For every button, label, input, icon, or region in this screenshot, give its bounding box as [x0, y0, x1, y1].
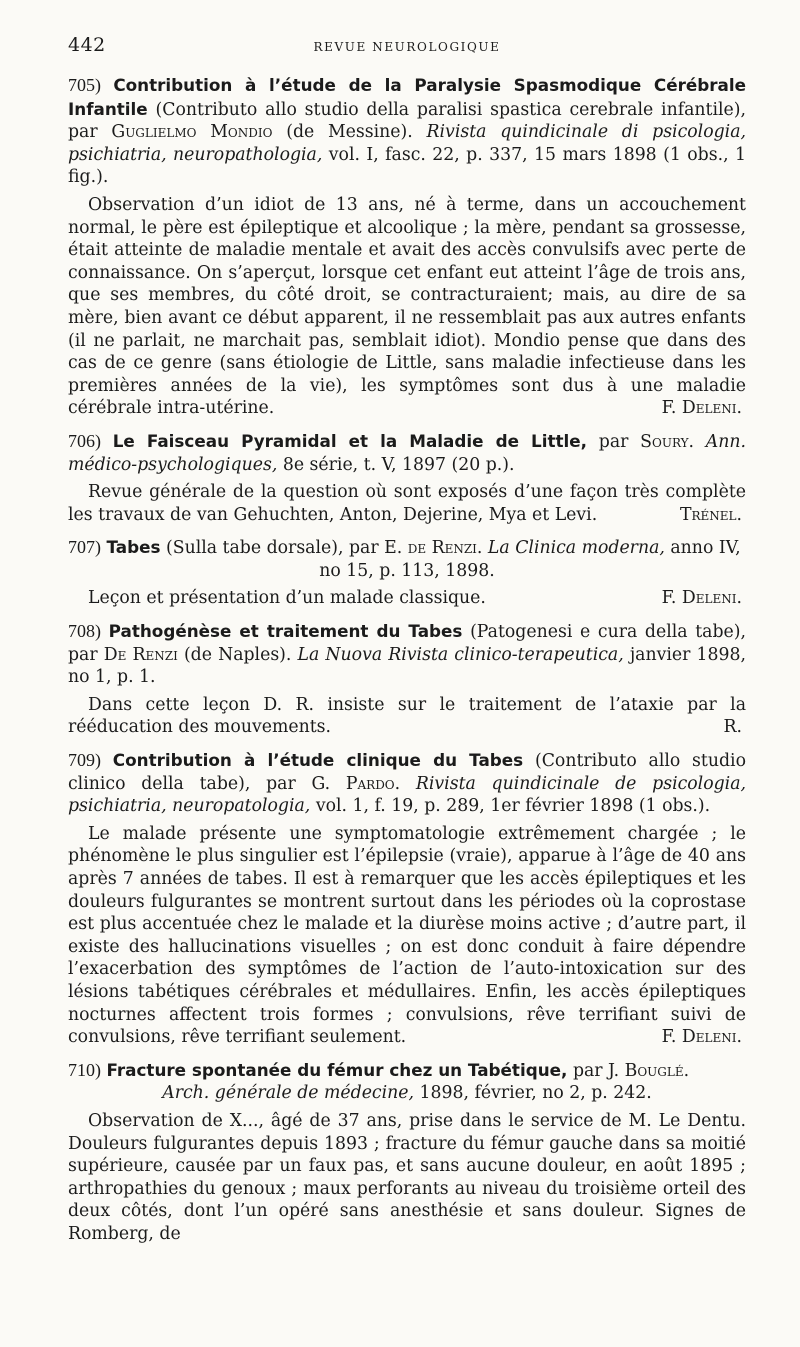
entry-body — [68, 587, 746, 610]
entry-subtitle: (Contributo allo studio clinico della tabe), par G. — [68, 751, 746, 794]
entry-heading — [68, 749, 746, 818]
entry-title: Fracture spontanée du fémur chez un Tabétique, — [106, 1059, 568, 1080]
entry-reference: anno IV, — [670, 538, 741, 559]
entry-signature: F. Deleni. — [661, 588, 742, 609]
entry-place: (de Messine). — [286, 122, 413, 143]
entry-reference-cont: no 15, p. 113, 1898. — [319, 560, 495, 581]
entry-author: Pardo. — [345, 773, 401, 794]
entry-author: De Renzi — [103, 644, 178, 665]
entry-body — [68, 481, 746, 526]
entry-number: 706) — [68, 430, 101, 451]
entry-signature: F. Deleni. — [661, 398, 742, 419]
entry-title: Pathogénèse et traitement du Tabes — [108, 621, 463, 642]
entry-number: 705) — [68, 75, 101, 95]
entry-heading — [68, 430, 746, 476]
entry-journal: La Nuova Rivista clinico-terapeutica, — [297, 644, 624, 665]
entry-number: 710) — [68, 1059, 101, 1080]
running-header — [68, 34, 746, 64]
entry-title: Contribution à l’étude de la Paralysie Spasmodique Cérébrale Infantile — [68, 75, 746, 119]
entry-reference: 1898, février, no 2, p. 242. — [419, 1083, 652, 1104]
entry-signature: F. Deleni. — [661, 1027, 742, 1048]
entry-heading — [68, 74, 746, 189]
entry-reference: vol. I, fasc. 22, p. 337, 15 mars 1898 (1 obs., 1 fig.). — [68, 144, 746, 188]
entry-707 — [68, 536, 746, 610]
page-number: 442 — [68, 34, 106, 56]
entry-author: Soury. — [640, 431, 695, 452]
entry-journal: Arch. générale de médecine, — [162, 1083, 414, 1104]
entry-place: (de Naples). — [183, 644, 292, 665]
entry-journal: Rivista quindicinale de psicologia, psichiatria, neuropatologia, — [68, 773, 746, 817]
entry-reference: 8e série, t. V, 1897 (20 p.). — [282, 454, 515, 475]
entry-heading — [68, 536, 746, 582]
entry-body-text: Le malade présente une symptomatologie extrêmement chargée ; le phénomène le plus singulier est l’épilepsie (vraie), apparue à l’âge de 40 ans après 7 années de tabes. Il est à remarquer que les accès épileptiques et les douleurs fulgurantes se montrent surtout dans les périodes où la coprostase est plus accentuée chez le malade et la diurèse moins active ; d’autre part, il existe des hallucinations visuelles ; on est donc conduit à faire dépendre l’exacerbation des symptômes de l’action de l’auto-intoxication sur des lésions tabétiques cérébrales et médullaires. Enfin, les accès épileptiques nocturnes affectent trois formes ; convulsions, rêve terrifiant suivi de convulsions, rêve terrifiant seulement. — [68, 823, 746, 1048]
page — [68, 34, 746, 1246]
entry-705 — [68, 74, 746, 420]
entry-reference: vol. 1, f. 19, p. 289, 1er février 1898 (1 obs.). — [315, 796, 711, 817]
entry-journal: Ann. médico-psychologiques, — [68, 431, 747, 475]
entry-author: Guglielmo Mondio — [111, 122, 273, 143]
entry-subtitle: (Patogenesi e cura della tabe), par — [68, 622, 746, 665]
entry-710 — [68, 1059, 746, 1246]
entry-reference: janvier 1898, no 1, p. 1. — [68, 644, 746, 688]
entry-title: Contribution à l’étude clinique du Tabes — [112, 750, 524, 771]
entry-body — [68, 694, 746, 739]
entry-number: 709) — [68, 750, 101, 771]
entry-708 — [68, 620, 746, 739]
entry-heading — [68, 620, 746, 689]
entry-number: 708) — [68, 621, 101, 642]
entry-body — [68, 823, 746, 1049]
entry-709 — [68, 749, 746, 1049]
entry-body — [68, 1110, 746, 1246]
entry-body-text: Observation de X..., âgé de 37 ans, prise dans le service de M. Le Dentu. Douleurs fulgurantes depuis 1893 ; fracture du fémur gauche dans sa moitié supérieure, causée par un faux pas, et sans aucune douleur, en août 1895 ; arthropathies du genoux ; maux perforants au niveau du troisième orteil des deux côtés, dont l’un opéré sans anesthésie et sans douleur. Signes de Romberg, de — [68, 1110, 746, 1244]
entry-journal: Rivista quindicinale di psicologia, psichiatria, neuropathologia, — [68, 122, 746, 165]
entry-body — [68, 194, 746, 420]
entry-706 — [68, 430, 746, 526]
entry-author: de Renzi. — [407, 538, 483, 559]
entry-body-text: Revue générale de la question où sont exposés d’une façon très complète les travaux de van Gehuchten, Anton, Dejerine, Mya et Levi. — [68, 482, 746, 525]
entry-title: Le Faisceau Pyramidal et la Maladie de Little, — [112, 430, 588, 451]
entry-author: Bouglé. — [624, 1060, 690, 1081]
entry-signature: Trénel. — [679, 504, 742, 525]
entry-citation — [68, 1082, 746, 1105]
entry-signature: R. — [723, 717, 742, 738]
journal-name: REVUE NEUROLOGIQUE — [313, 40, 501, 54]
entry-heading — [68, 1059, 746, 1105]
entry-body-text: Dans cette leçon D. R. insiste sur le traitement de l’ataxie par la rééducation des mouvements. — [68, 694, 746, 738]
entry-par: par — [598, 431, 629, 452]
entry-body-text: Leçon et présentation d’un malade classique. — [88, 588, 486, 609]
entry-journal: La Clinica moderna, — [487, 538, 665, 559]
entry-par: par J. — [572, 1060, 620, 1081]
entry-title: Tabes — [106, 537, 161, 558]
entry-body-text: Observation d’un idiot de 13 ans, né à terme, dans un accouchement normal, le père est épileptique et alcoolique ; la mère, pendant sa grossesse, était atteinte de maladie mentale et avait des accès convulsifs avec perte de connaissance. On s’aperçut, lorsque cet enfant eut atteint l’âge de trois ans, que ses membres, du côté droit, se contracturaient; mais, au dire de sa mère, bien avant ce début apparent, il ne ressemblait pas aux autres enfants (il ne parlait, ne marchait pas, semblait idiot). Mondio pense que dans des cas de ce genre (sans étiologie de Little, sans maladie infectieuse dans les premières années de la vie), les symptômes sont dus à une maladie cérébrale intra-utérine. — [68, 194, 746, 419]
entry-subtitle: (Sulla tabe dorsale), par E. — [166, 538, 403, 559]
entry-subtitle: (Contributo allo studio della paralisi spastica cerebrale infantile), par — [68, 99, 746, 143]
entry-number: 707) — [68, 537, 101, 558]
